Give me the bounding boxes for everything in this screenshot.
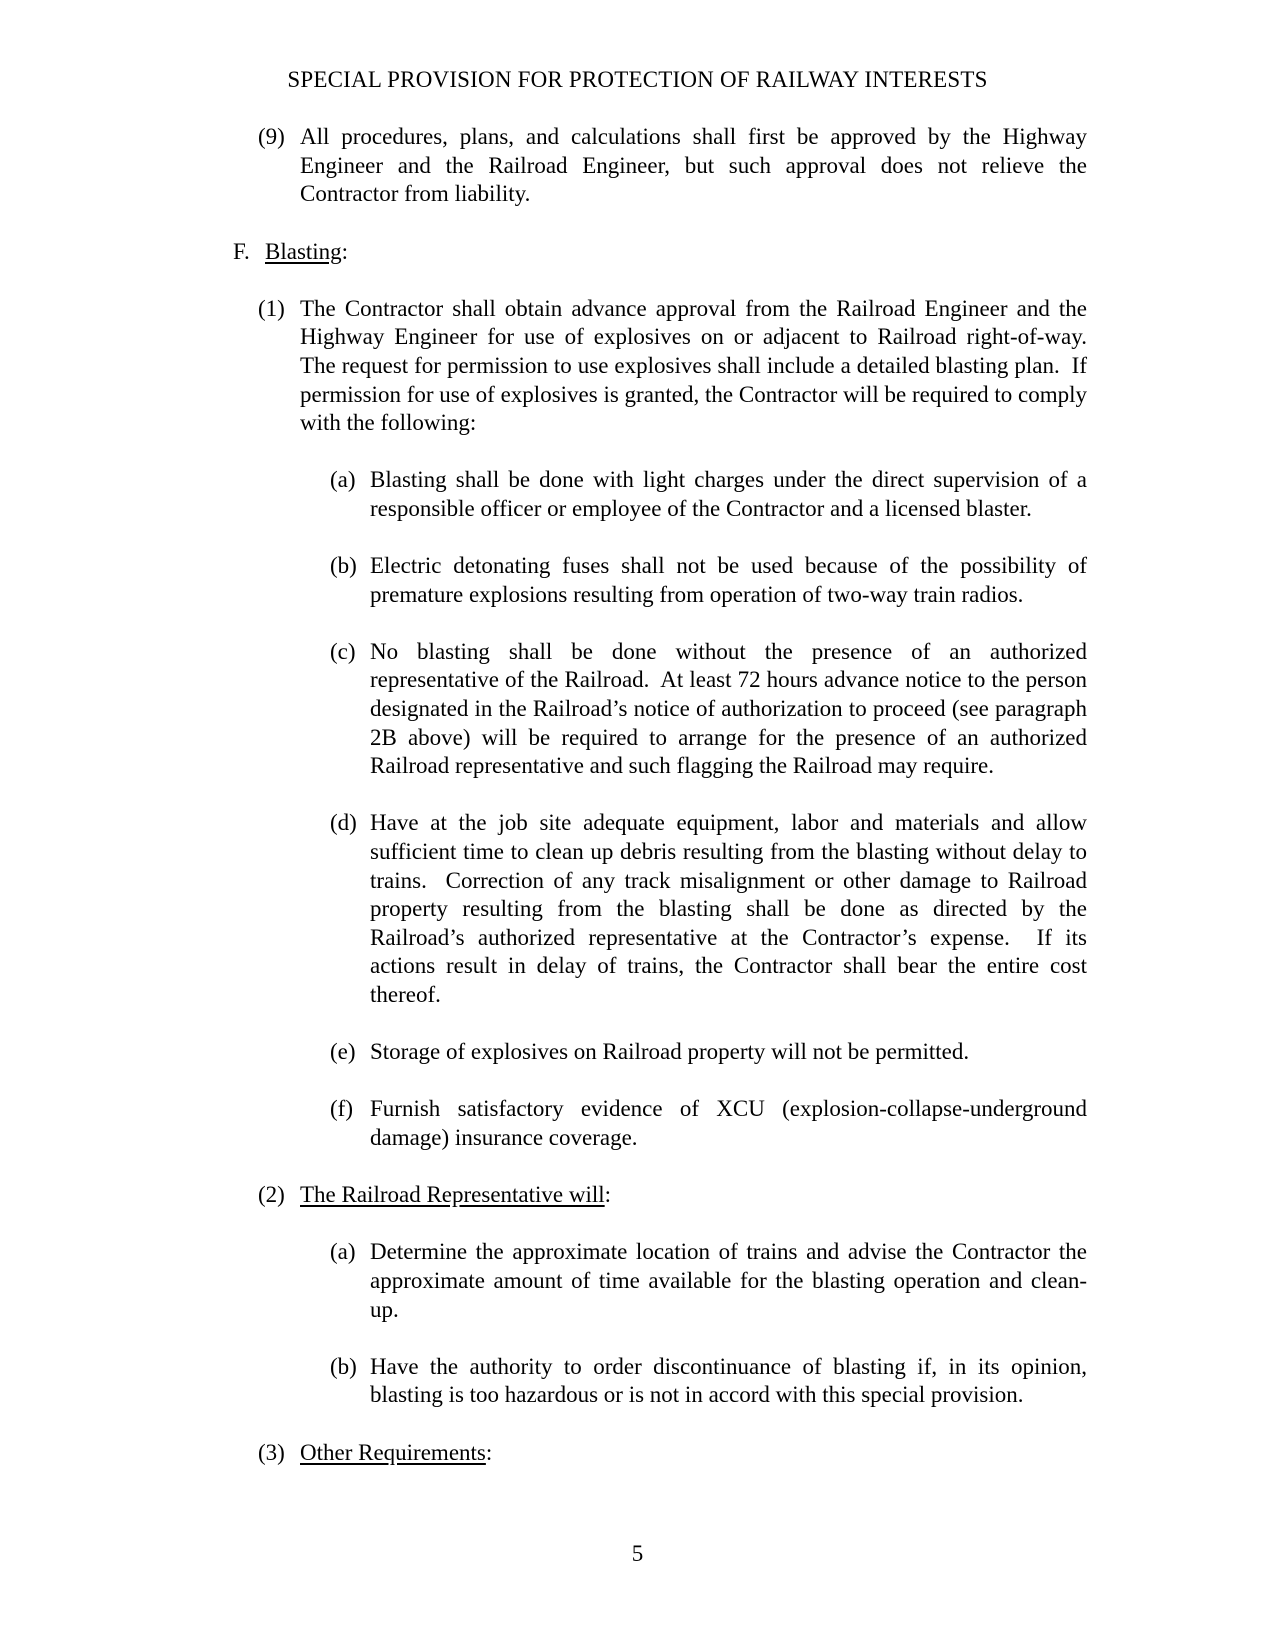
item-marker: (9)	[258, 124, 285, 150]
item-text: No blasting shall be done without the presence of an authorized representative of the Railroad. At least 72 hours advance notice to the person designated in the Railroad’s notice of authorization to proceed (see paragraph 2B above) will be required to arrange for the presence of an authorized Railroad representative and such flagging the Railroad may require.	[370, 638, 1093, 779]
item-marker: (a)	[330, 1239, 356, 1265]
item-marker: (1)	[258, 295, 285, 321]
heading-marker: F.	[233, 238, 250, 264]
section-heading-blasting	[233, 238, 1275, 267]
item-text: Have the authority to order discontinuance of blasting if, in its opinion, blasting is too hazardous or is not in accord with this special provision.	[370, 1353, 1093, 1408]
page-number: 5	[631, 1541, 644, 1566]
item-2a	[330, 1238, 1275, 1324]
item-9	[258, 123, 1275, 209]
item-marker: (a)	[330, 467, 356, 493]
item-text: Storage of explosives on Railroad property will not be permitted.	[370, 1039, 970, 1065]
item-text: Furnish satisfactory evidence of XCU (explosion-collapse-underground damage) insurance coverage.	[370, 1096, 1093, 1150]
heading-marker: (3)	[258, 1439, 285, 1465]
item-1b	[330, 552, 1275, 609]
item-marker: (d)	[330, 810, 357, 836]
item-text: Blasting shall be done with light charges under the direct supervision of a responsible officer or employee of the Contractor and a licensed blaster.	[370, 467, 1093, 521]
item-marker: (c)	[330, 638, 356, 664]
heading-railroad-representative	[258, 1181, 1275, 1210]
heading-text: Other Requirements:	[300, 1439, 493, 1465]
heading-other-requirements	[258, 1439, 1275, 1468]
item-1a	[330, 466, 1275, 523]
item-marker: (b)	[330, 553, 357, 579]
item-marker: (e)	[330, 1039, 356, 1065]
item-1	[258, 295, 1275, 438]
item-text: Have at the job site adequate equipment, labor and materials and allow sufficient time to clean up debris resulting from the blasting without delay to trains. Correction of any track misalignment or other damage to Railroad property resulting from the blasting shall be done as directed by the Railroad’s authorized representative at the Contractor’s expense. If its actions result in delay of trains, the Contractor shall bear the entire cost thereof.	[370, 810, 1093, 1007]
heading-text: Blasting:	[265, 238, 349, 264]
item-2b	[330, 1353, 1275, 1410]
item-1d	[330, 809, 1275, 1009]
document-title: SPECIAL PROVISION FOR PROTECTION OF RAILWAY INTERESTS	[287, 67, 988, 92]
item-text: All procedures, plans, and calculations shall first be approved by the Highway Engineer and the Railroad Engineer, but such approval does not relieve the Contractor from liability.	[300, 124, 1093, 207]
item-1f	[330, 1095, 1275, 1152]
item-text: The Contractor shall obtain advance approval from the Railroad Engineer and the Highway Engineer for use of explosives on or adjacent to Railroad right-of-way. The request for permission to use explosives shall include a detailed blasting plan. If permission for use of explosives is granted, the Contractor will be required to comply with the following:	[300, 295, 1099, 436]
item-marker: (f)	[330, 1096, 353, 1122]
item-1e	[330, 1038, 1275, 1067]
item-marker: (b)	[330, 1353, 357, 1379]
item-1c	[330, 638, 1275, 781]
item-text: Determine the approximate location of trains and advise the Contractor the approximate amount of time available for the blasting operation and clean-up.	[370, 1239, 1093, 1322]
heading-marker: (2)	[258, 1182, 285, 1208]
heading-text: The Railroad Representative will:	[300, 1182, 612, 1208]
item-text: Electric detonating fuses shall not be used because of the possibility of premature explosions resulting from operation of two-way train radios.	[370, 553, 1093, 607]
